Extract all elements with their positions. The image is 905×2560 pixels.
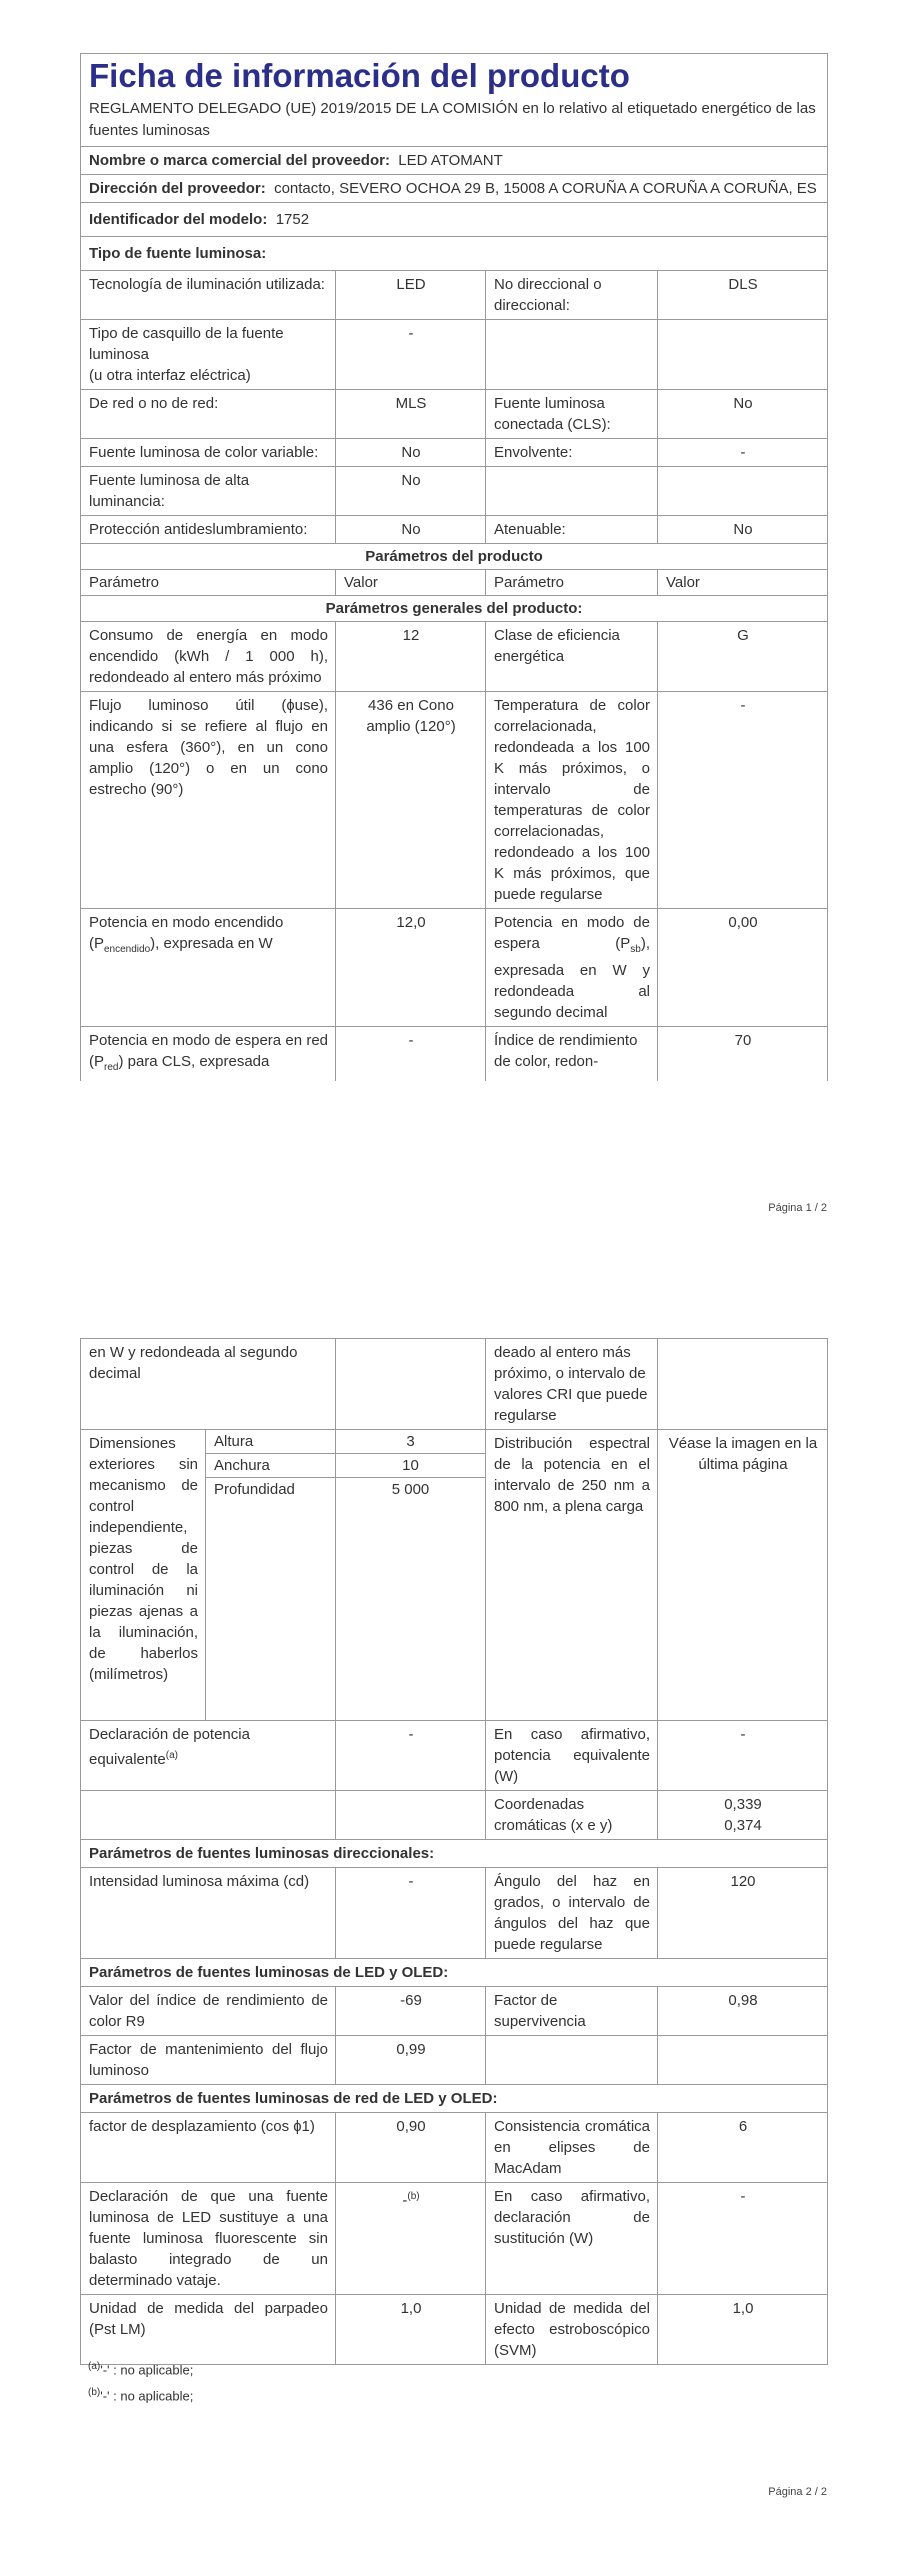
on-power-value: 12,0	[336, 909, 486, 1027]
empty-cell	[658, 1339, 828, 1430]
stroboscopic-label: Unidad de medida del efecto estroboscópico (SVM)	[486, 2295, 658, 2365]
standby-label	[486, 909, 658, 1027]
empty-cell	[658, 2036, 828, 2085]
model-value: 1752	[275, 211, 310, 228]
lighting-tech-label: Tecnología de iluminación utilizada:	[81, 271, 336, 320]
footnote-a-mark: (a)	[88, 2361, 101, 2372]
net-standby-label-text: Potencia en modo de espera en red (P	[89, 1032, 328, 1070]
footnote-b-text: '-' : no aplicable;	[100, 2388, 194, 2404]
equiv-power-label-text: Declaración de potencia equivalente	[89, 1726, 250, 1768]
stroboscopic-value: 1,0	[658, 2295, 828, 2365]
empty-cell	[336, 1791, 486, 1840]
high-luminance-value: No	[336, 467, 486, 516]
cri-label: Índice de rendimiento de color, redon-	[486, 1027, 658, 1082]
empty-cell	[81, 1791, 336, 1840]
footnote-b	[88, 2384, 193, 2405]
beam-angle-label: Ángulo del haz en grados, o intervalo de ángulos del haz que puede regularse	[486, 1868, 658, 1959]
dims-label: Dimensiones exteriores sin mecanismo de control independiente, piezas de control de la iluminación ni piezas ajenas a la iluminación, de haberlos (milímetros)	[81, 1430, 206, 1721]
anti-glare-value: No	[336, 516, 486, 544]
cct-value: -	[658, 692, 828, 909]
net-standby-cont: en W y redondeada al segundo decimal	[81, 1339, 336, 1430]
height-value: 3	[336, 1430, 486, 1454]
page-2	[80, 1338, 827, 2365]
survival-value: 0,98	[658, 1987, 828, 2036]
supplier-label: Nombre o marca comercial del proveedor:	[89, 152, 390, 169]
flicker-label: Unidad de medida del parpadeo (Pst LM)	[81, 2295, 336, 2365]
replacement-value	[336, 2183, 486, 2295]
flux-value: 436 en Cono amplio (120°)	[336, 692, 486, 909]
chroma-x: 0,339	[724, 1796, 762, 1813]
nondirectional-label: No direccional o direccional:	[486, 271, 658, 320]
width-value: 10	[336, 1454, 486, 1478]
general-params-heading: Parámetros generales del producto:	[81, 596, 828, 622]
empty-cell	[658, 320, 828, 390]
high-luminance-label: Fuente luminosa de alta luminancia:	[81, 467, 336, 516]
equiv-power-label	[81, 1721, 336, 1791]
address-row	[81, 175, 828, 203]
maintenance-label: Factor de mantenimiento del flujo luminoso	[81, 2036, 336, 2085]
height-label: Altura	[206, 1430, 336, 1454]
empty-cell	[658, 467, 828, 516]
product-params-heading: Parámetros del producto	[81, 544, 828, 570]
cap-type-label: Tipo de casquillo de la fuente luminosa	[89, 325, 284, 363]
on-power-label	[81, 909, 336, 1027]
col-header-value: Valor	[336, 570, 486, 596]
beam-angle-value: 120	[658, 1868, 828, 1959]
efficiency-label: Clase de eficiencia energética	[486, 622, 658, 692]
page-number: Página 2 / 2	[768, 2486, 827, 2498]
r9-value: -69	[336, 1987, 486, 2036]
replacement-label: Declaración de que una fuente luminosa de LED sustituye a una fuente luminosa fluorescente sin balasto integrado de un determinado vataje.	[81, 2183, 336, 2295]
cap-type-value: -	[336, 320, 486, 390]
led-heading: Parámetros de fuentes luminosas de LED y OLED:	[81, 1959, 828, 1987]
replacement-value-text: -	[402, 2192, 408, 2209]
model-label: Identificador del modelo:	[89, 211, 268, 228]
regulation-text: REGLAMENTO DELEGADO (UE) 2019/2015 DE LA COMISIÓN en lo relativo al etiquetado energético de las fuentes luminosas	[89, 100, 816, 139]
equiv-power-yes-label: En caso afirmativo, potencia equivalente (W)	[486, 1721, 658, 1791]
connected-value: No	[658, 390, 828, 439]
nondirectional-value: DLS	[658, 271, 828, 320]
on-power-label-text: Potencia en modo encendido (P	[89, 914, 284, 952]
dimmable-label: Atenuable:	[486, 516, 658, 544]
maintenance-value: 0,99	[336, 2036, 486, 2085]
col-header-param: Parámetro	[81, 570, 336, 596]
on-power-label-text: ), expresada en W	[150, 935, 273, 952]
connected-label: Fuente luminosa conectada (CLS):	[486, 390, 658, 439]
r9-label: Valor del índice de rendimiento de color R9	[81, 1987, 336, 2036]
empty-cell	[486, 467, 658, 516]
page-1	[80, 53, 827, 1081]
cri-value: 70	[658, 1027, 828, 1082]
survival-label: Factor de supervivencia	[486, 1987, 658, 2036]
chroma-values	[658, 1791, 828, 1840]
footnote-mark-b: (b)	[407, 2191, 420, 2202]
product-info-table-p2	[80, 1338, 828, 2365]
spectral-label: Distribución espectral de la potencia en el intervalo de 250 nm a 800 nm, a plena carga	[486, 1430, 658, 1721]
energy-value: 12	[336, 622, 486, 692]
peak-intensity-value: -	[336, 1868, 486, 1959]
empty-cell	[486, 2036, 658, 2085]
source-type-heading: Tipo de fuente luminosa:	[81, 237, 828, 271]
replacement-yes-label: En caso afirmativo, declaración de sustitución (W)	[486, 2183, 658, 2295]
chroma-label: Coordenadas cromáticas (x e y)	[486, 1791, 658, 1840]
cct-label: Temperatura de color correlacionada, redondeada a los 100 K más próximos, o intervalo de temperaturas de color correlacionadas, redondeado a los 100 K más próximos, que puede regularse	[486, 692, 658, 909]
displacement-value: 0,90	[336, 2113, 486, 2183]
flicker-value: 1,0	[336, 2295, 486, 2365]
displacement-label: factor de desplazamiento (cos ɸ1)	[81, 2113, 336, 2183]
directional-heading: Parámetros de fuentes luminosas direccionales:	[81, 1840, 828, 1868]
address-value: contacto, SEVERO OCHOA 29 B, 15008 A CORUÑA A CORUÑA A CORUÑA, ES	[274, 180, 817, 197]
depth-value: 5 000	[336, 1478, 486, 1721]
replacement-yes-value: -	[658, 2183, 828, 2295]
envelope-value: -	[658, 439, 828, 467]
product-info-table-p1	[80, 53, 828, 1081]
on-power-subscript: encendido	[104, 944, 151, 955]
spectral-value: Véase la imagen en la última página	[658, 1430, 828, 1721]
cap-type-label-2: (u otra interfaz eléctrica)	[89, 367, 251, 384]
net-standby-value: -	[336, 1027, 486, 1082]
cri-cont: deado al entero más próximo, o intervalo de valores CRI que puede regularse	[486, 1339, 658, 1430]
mains-label: De red o no de red:	[81, 390, 336, 439]
equiv-power-value: -	[336, 1721, 486, 1791]
supplier-value: LED ATOMANT	[398, 152, 503, 169]
supplier-row	[81, 147, 828, 175]
address-label: Dirección del proveedor:	[89, 180, 266, 197]
footnote-b-mark: (b)	[88, 2387, 101, 2398]
net-standby-label	[81, 1027, 336, 1082]
dimmable-value: No	[658, 516, 828, 544]
anti-glare-label: Protección antideslumbramiento:	[81, 516, 336, 544]
standby-subscript: sb	[630, 944, 641, 955]
footnote-a-text: '-' : no aplicable;	[100, 2362, 194, 2378]
peak-intensity-label: Intensidad luminosa máxima (cd)	[81, 1868, 336, 1959]
footnote-a	[88, 2358, 193, 2379]
standby-value: 0,00	[658, 909, 828, 1027]
col-header-param: Parámetro	[486, 570, 658, 596]
net-standby-label-text: ) para CLS, expresada	[118, 1053, 270, 1070]
lighting-tech-value: LED	[336, 271, 486, 320]
width-label: Anchura	[206, 1454, 336, 1478]
colour-consistency-value: 6	[658, 2113, 828, 2183]
col-header-value: Valor	[658, 570, 828, 596]
colour-tunable-label: Fuente luminosa de color variable:	[81, 439, 336, 467]
model-row	[81, 203, 828, 237]
page-number: Página 1 / 2	[768, 1202, 827, 1214]
equiv-power-yes-value: -	[658, 1721, 828, 1791]
cap-type-cell	[81, 320, 336, 390]
empty-cell	[336, 1339, 486, 1430]
flux-label: Flujo luminoso útil (ɸuse), indicando si se refiere al flujo en una esfera (360°), en un cono amplio (120°) o en un cono estrecho (90°)	[81, 692, 336, 909]
net-standby-subscript: red	[104, 1062, 119, 1073]
depth-label: Profundidad	[206, 1478, 336, 1721]
footnote-mark-a: (a)	[165, 1750, 178, 1761]
empty-cell	[486, 320, 658, 390]
mains-value: MLS	[336, 390, 486, 439]
standby-label-text: ), expresada en W y redondeada al segundo decimal	[494, 935, 650, 1021]
colour-tunable-value: No	[336, 439, 486, 467]
standby-label-text: Potencia en modo de espera (P	[494, 914, 650, 952]
mains-led-heading: Parámetros de fuentes luminosas de red de LED y OLED:	[81, 2085, 828, 2113]
colour-consistency-label: Consistencia cromática en elipses de MacAdam	[486, 2113, 658, 2183]
header-cell	[81, 54, 828, 147]
page-title: Ficha de información del producto	[89, 57, 630, 94]
energy-label: Consumo de energía en modo encendido (kWh / 1 000 h), redondeado al entero más próximo	[81, 622, 336, 692]
efficiency-value: G	[658, 622, 828, 692]
chroma-y: 0,374	[724, 1817, 762, 1834]
envelope-label: Envolvente:	[486, 439, 658, 467]
